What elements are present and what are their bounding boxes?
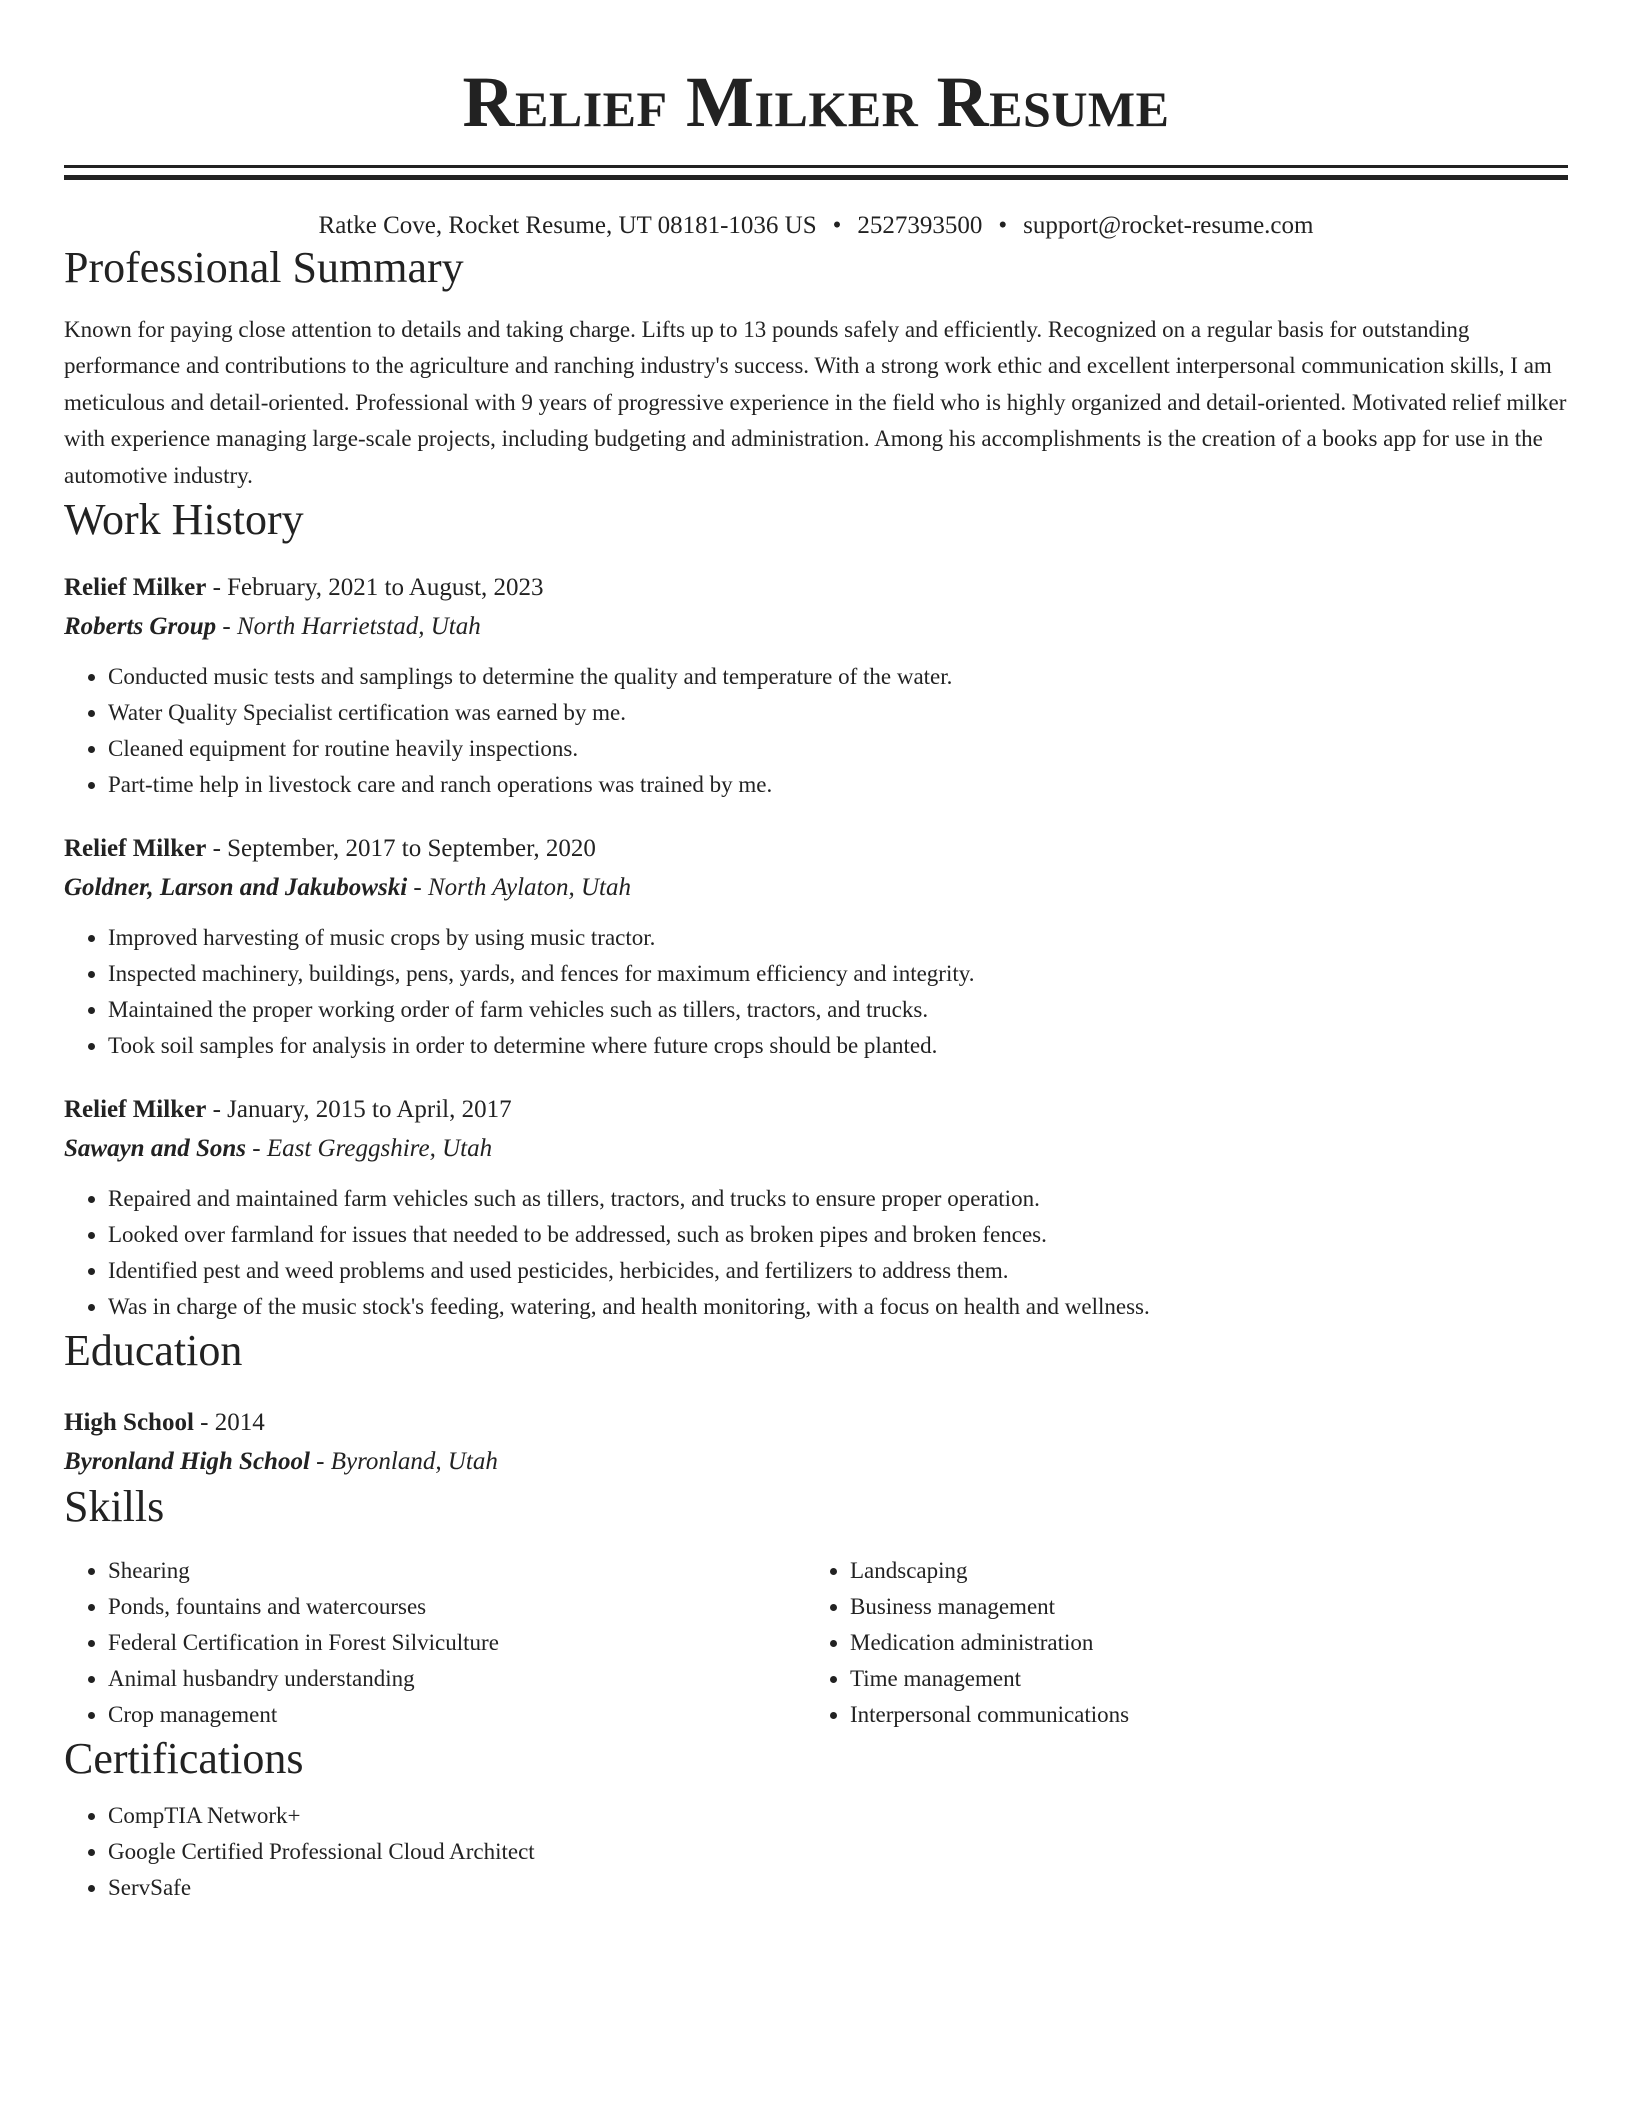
job-bullets xyxy=(64,1181,1568,1325)
job-dates: - February, 2021 to August, 2023 xyxy=(206,574,544,602)
job-entry xyxy=(64,829,1568,1064)
degree: High School xyxy=(64,1409,194,1437)
job-dates: - January, 2015 to April, 2017 xyxy=(206,1096,512,1124)
job-bullet: • Took soil samples for analysis in order to determine where future crops should be planted. xyxy=(108,1028,1568,1064)
job-location: - North Aylaton, Utah xyxy=(407,874,631,902)
skill-item: • Ponds, fountains and watercourses xyxy=(108,1589,806,1625)
skills-heading: Skills xyxy=(64,1482,165,1532)
summary-heading: Professional Summary xyxy=(64,243,464,292)
job-bullets xyxy=(64,920,1568,1064)
job-company-line xyxy=(64,1129,1568,1168)
skills-column-right xyxy=(806,1553,1548,1733)
job-company: Roberts Group xyxy=(64,613,217,641)
job-bullet: • Identified pest and weed problems and used pesticides, herbicides, and fertilizers to address them. xyxy=(108,1253,1568,1289)
job-bullets xyxy=(64,659,1568,803)
contact-email: support@rocket-resume.com xyxy=(1023,212,1314,239)
job-bullet: • Looked over farmland for issues that needed to be addressed, such as broken pipes and broken fences. xyxy=(108,1217,1568,1253)
job-bullet: • Improved harvesting of music crops by using music tractor. xyxy=(108,920,1568,956)
skill-item: • Animal husbandry understanding xyxy=(108,1661,806,1697)
job-title: Relief Milker xyxy=(64,835,207,863)
job-bullet: • Cleaned equipment for routine heavily inspections. xyxy=(108,731,1568,767)
contact-address: Ratke Cove, Rocket Resume, UT 08181-1036 US xyxy=(318,212,817,239)
title-rule-top xyxy=(64,165,1568,168)
skill-item: • Federal Certification in Forest Silviculture xyxy=(108,1625,806,1661)
education-heading: Education xyxy=(64,1326,243,1376)
contact-line xyxy=(64,210,1568,242)
job-title: Relief Milker xyxy=(64,1096,207,1124)
resume-title: Relief Milker Resume xyxy=(462,62,1170,142)
job-company-line xyxy=(64,607,1568,646)
job-title-line xyxy=(64,1090,1568,1129)
certification-item: • ServSafe xyxy=(108,1870,1568,1906)
degree-line xyxy=(64,1403,1568,1442)
job-entry xyxy=(64,1090,1568,1325)
job-company: Goldner, Larson and Jakubowski xyxy=(64,874,408,902)
contact-separator: • xyxy=(832,212,842,239)
school-name: Byronland High School xyxy=(64,1448,310,1476)
skill-item: • Crop management xyxy=(108,1697,806,1733)
job-company: Sawayn and Sons xyxy=(64,1135,247,1163)
job-title-line xyxy=(64,829,1568,868)
skills-column-left xyxy=(64,1553,806,1733)
job-bullet: • Repaired and maintained farm vehicles such as tillers, tractors, and trucks to ensure proper operation. xyxy=(108,1181,1568,1217)
job-bullet: • Part-time help in livestock care and ranch operations was trained by me. xyxy=(108,767,1568,803)
school-location: - Byronland, Utah xyxy=(309,1448,498,1476)
job-bullet: • Water Quality Specialist certification was earned by me. xyxy=(108,695,1568,731)
graduation-year: - 2014 xyxy=(193,1409,265,1437)
school-line xyxy=(64,1442,1568,1481)
education-entry xyxy=(64,1403,1568,1481)
job-bullet: • Maintained the proper working order of farm vehicles such as tillers, tractors, and trucks. xyxy=(108,992,1568,1028)
job-bullet: • Was in charge of the music stock's feeding, watering, and health monitoring, with a focus on health and wellness. xyxy=(108,1289,1568,1325)
work-history-list xyxy=(64,568,1568,1325)
title-rule-bottom xyxy=(64,175,1568,180)
job-bullet: • Conducted music tests and samplings to determine the quality and temperature of the water. xyxy=(108,659,1568,695)
skill-item: • Interpersonal communications xyxy=(850,1697,1548,1733)
certification-item: • Google Certified Professional Cloud Architect xyxy=(108,1834,1568,1870)
job-dates: - September, 2017 to September, 2020 xyxy=(206,835,596,863)
skill-item: • Business management xyxy=(850,1589,1548,1625)
certifications-list xyxy=(64,1798,1568,1906)
certifications-heading: Certifications xyxy=(64,1734,304,1784)
job-company-line xyxy=(64,868,1568,907)
job-title-line xyxy=(64,568,1568,607)
skills-list xyxy=(64,1553,1568,1733)
skill-item: • Medication administration xyxy=(850,1625,1548,1661)
skill-item: • Time management xyxy=(850,1661,1548,1697)
job-title: Relief Milker xyxy=(64,574,207,602)
certification-item: • CompTIA Network+ xyxy=(108,1798,1568,1834)
contact-phone: 2527393500 xyxy=(857,212,983,239)
contact-separator: • xyxy=(998,212,1008,239)
work-history-heading: Work History xyxy=(64,495,304,545)
job-location: - North Harrietstad, Utah xyxy=(216,613,481,641)
summary-text: Known for paying close attention to details and taking charge. Lifts up to 13 pounds safely and efficiently. Recognized on a regular basis for outstanding performance and contributions to the agriculture and ranching industry's success. With a strong work ethic and excellent interpersonal communication skills, I am meticulous and detail-oriented. Professional with 9 years of progressive experience in the field who is highly organized and detail-oriented. Motivated relief milker with experience managing large-scale projects, including budgeting and administration. Among his accomplishments is the creation of a books app for use in the automotive industry. xyxy=(64,317,1567,488)
job-location: - East Greggshire, Utah xyxy=(246,1135,493,1163)
job-entry xyxy=(64,568,1568,803)
skill-item: • Landscaping xyxy=(850,1553,1548,1589)
job-bullet: • Inspected machinery, buildings, pens, yards, and fences for maximum efficiency and integrity. xyxy=(108,956,1568,992)
skill-item: • Shearing xyxy=(108,1553,806,1589)
